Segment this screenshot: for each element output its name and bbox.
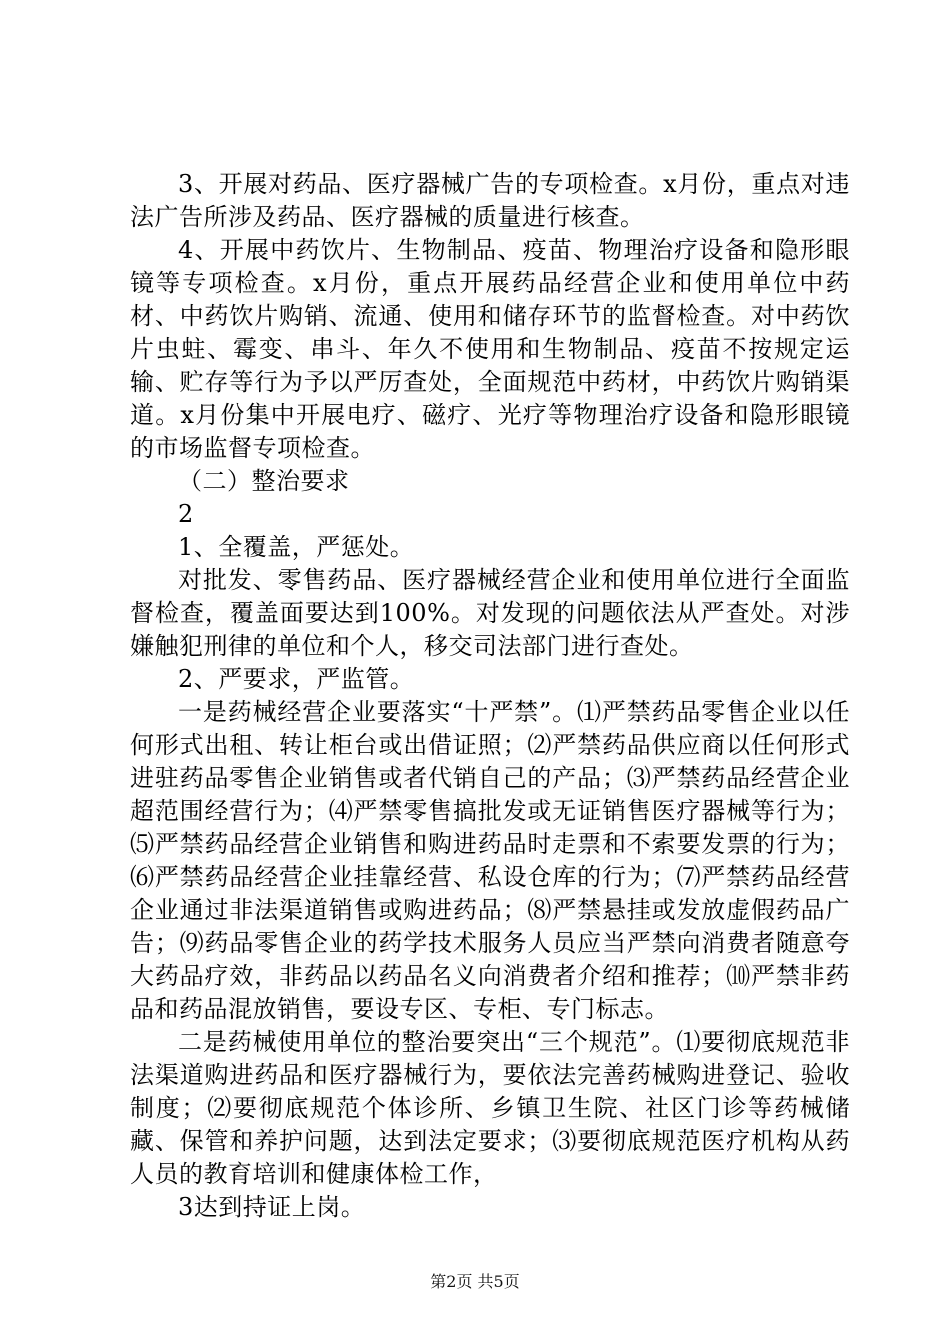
document-body <box>130 168 850 1224</box>
paragraph-certification: 3达到持证上岗。 <box>178 1193 366 1221</box>
paragraph-ten-prohibitions: 一是药械经营企业要落实“十严禁”。⑴严禁药品零售企业以任何形式出租、转让柜台或出借证照；⑵严禁药品供应商以任何形式进驻药品零售企业销售或者代销自己的产品；⑶严禁药品经营企业超范围经营行为；⑷严禁零售搞批发或无证销售医疗器械等行为；⑸严禁药品经营企业销售和购进药品时走票和不索要发票的行为；⑹严禁药品经营企业挂靠经营、私设仓库的行为；⑺严禁药品经营企业通过非法渠道销售或购进药品；⑻严禁悬挂或发放虚假药品广告；⑼药品零售企业的药学技术服务人员应当严禁向消费者随意夸大药品疗效，非药品以药品名义向消费者介绍和推荐；⑽严禁非药品和药品混放销售，要设专区、专柜、专门标志。 <box>130 698 850 1023</box>
inline-page-number: 2 <box>178 500 194 528</box>
subheading-full-coverage: 1、全覆盖，严惩处。 <box>178 533 415 561</box>
paragraph-full-coverage: 对批发、零售药品、医疗器械经营企业和使用单位进行全面监督检查，覆盖面要达到100%。对发现的问题依法从严查处。对涉嫌触犯刑律的单位和个人，移交司法部门进行查处。 <box>130 566 850 660</box>
subheading-strict-requirements: 2、严要求，严监管。 <box>178 665 415 693</box>
paragraph-item-4: 4、开展中药饮片、生物制品、疫苗、物理治疗设备和隐形眼镜等专项检查。x月份，重点开展药品经营企业和使用单位中药材、中药饮片购销、流通、使用和储存环节的监督检查。对中药饮片虫蛀、霉变、串斗、年久不使用和生物制品、疫苗不按规定运输、贮存等行为予以严厉查处，全面规范中药材，中药饮片购销渠道。x月份集中开展电疗、磁疗、光疗等物理治疗设备和隐形眼镜的市场监督专项检查。 <box>130 236 850 462</box>
section-heading-requirements: （二）整治要求 <box>178 467 350 495</box>
paragraph-item-3: 3、开展对药品、医疗器械广告的专项检查。x月份，重点对违法广告所涉及药品、医疗器械的质量进行核查。 <box>130 170 850 231</box>
paragraph-three-standards: 二是药械使用单位的整治要突出“三个规范”。⑴要彻底规范非法渠道购进药品和医疗器械行为，要依法完善药械购进登记、验收制度；⑵要彻底规范个体诊所、乡镇卫生院、社区门诊等药械储藏、保管和养护问题，达到法定要求；⑶要彻底规范医疗机构从药人员的教育培训和健康体检工作， <box>130 1028 850 1188</box>
page-footer: 第2页 共5页 <box>430 1272 520 1291</box>
